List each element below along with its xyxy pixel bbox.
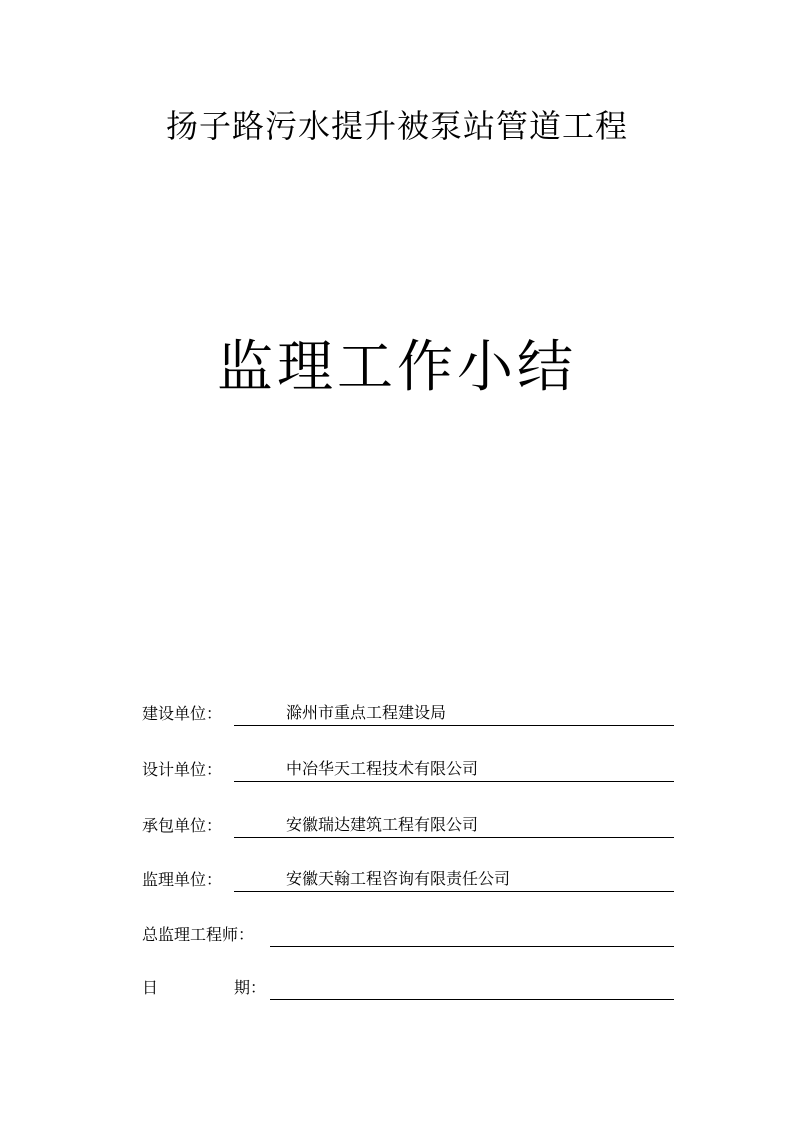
construction-unit-field[interactable] bbox=[234, 701, 674, 726]
contractor-unit-label: 承包单位： bbox=[142, 816, 223, 835]
supervision-unit-label: 监理单位： bbox=[142, 870, 223, 889]
info-row-design-unit bbox=[142, 754, 674, 782]
supervision-unit-value: 安徽天翰工程咨询有限责任公司 bbox=[286, 869, 511, 888]
info-row-contractor-unit bbox=[142, 810, 674, 838]
design-unit-field[interactable] bbox=[234, 757, 674, 782]
date-label-second: 期： bbox=[234, 978, 267, 997]
chief-engineer-label: 总监理工程师： bbox=[142, 925, 255, 944]
construction-unit-value: 滁州市重点工程建设局 bbox=[286, 703, 447, 722]
info-row-construction-unit bbox=[142, 698, 674, 726]
info-row-supervision-unit bbox=[142, 864, 674, 892]
project-title: 扬子路污水提升被泵站管道工程 bbox=[165, 107, 628, 145]
document-title: 监理工作小结 bbox=[217, 335, 577, 400]
design-unit-label: 设计单位： bbox=[142, 760, 223, 779]
contractor-unit-field[interactable] bbox=[234, 813, 674, 838]
construction-unit-label: 建设单位： bbox=[142, 704, 223, 723]
design-unit-value: 中冶华天工程技术有限公司 bbox=[286, 759, 479, 778]
supervision-unit-field[interactable] bbox=[234, 867, 674, 892]
date-field[interactable] bbox=[270, 975, 674, 1000]
contractor-unit-value: 安徽瑞达建筑工程有限公司 bbox=[286, 815, 479, 834]
chief-engineer-field[interactable] bbox=[270, 922, 674, 947]
info-row-chief-engineer bbox=[142, 919, 674, 947]
date-label-first: 日 bbox=[142, 978, 159, 997]
info-row-date bbox=[142, 972, 674, 1000]
